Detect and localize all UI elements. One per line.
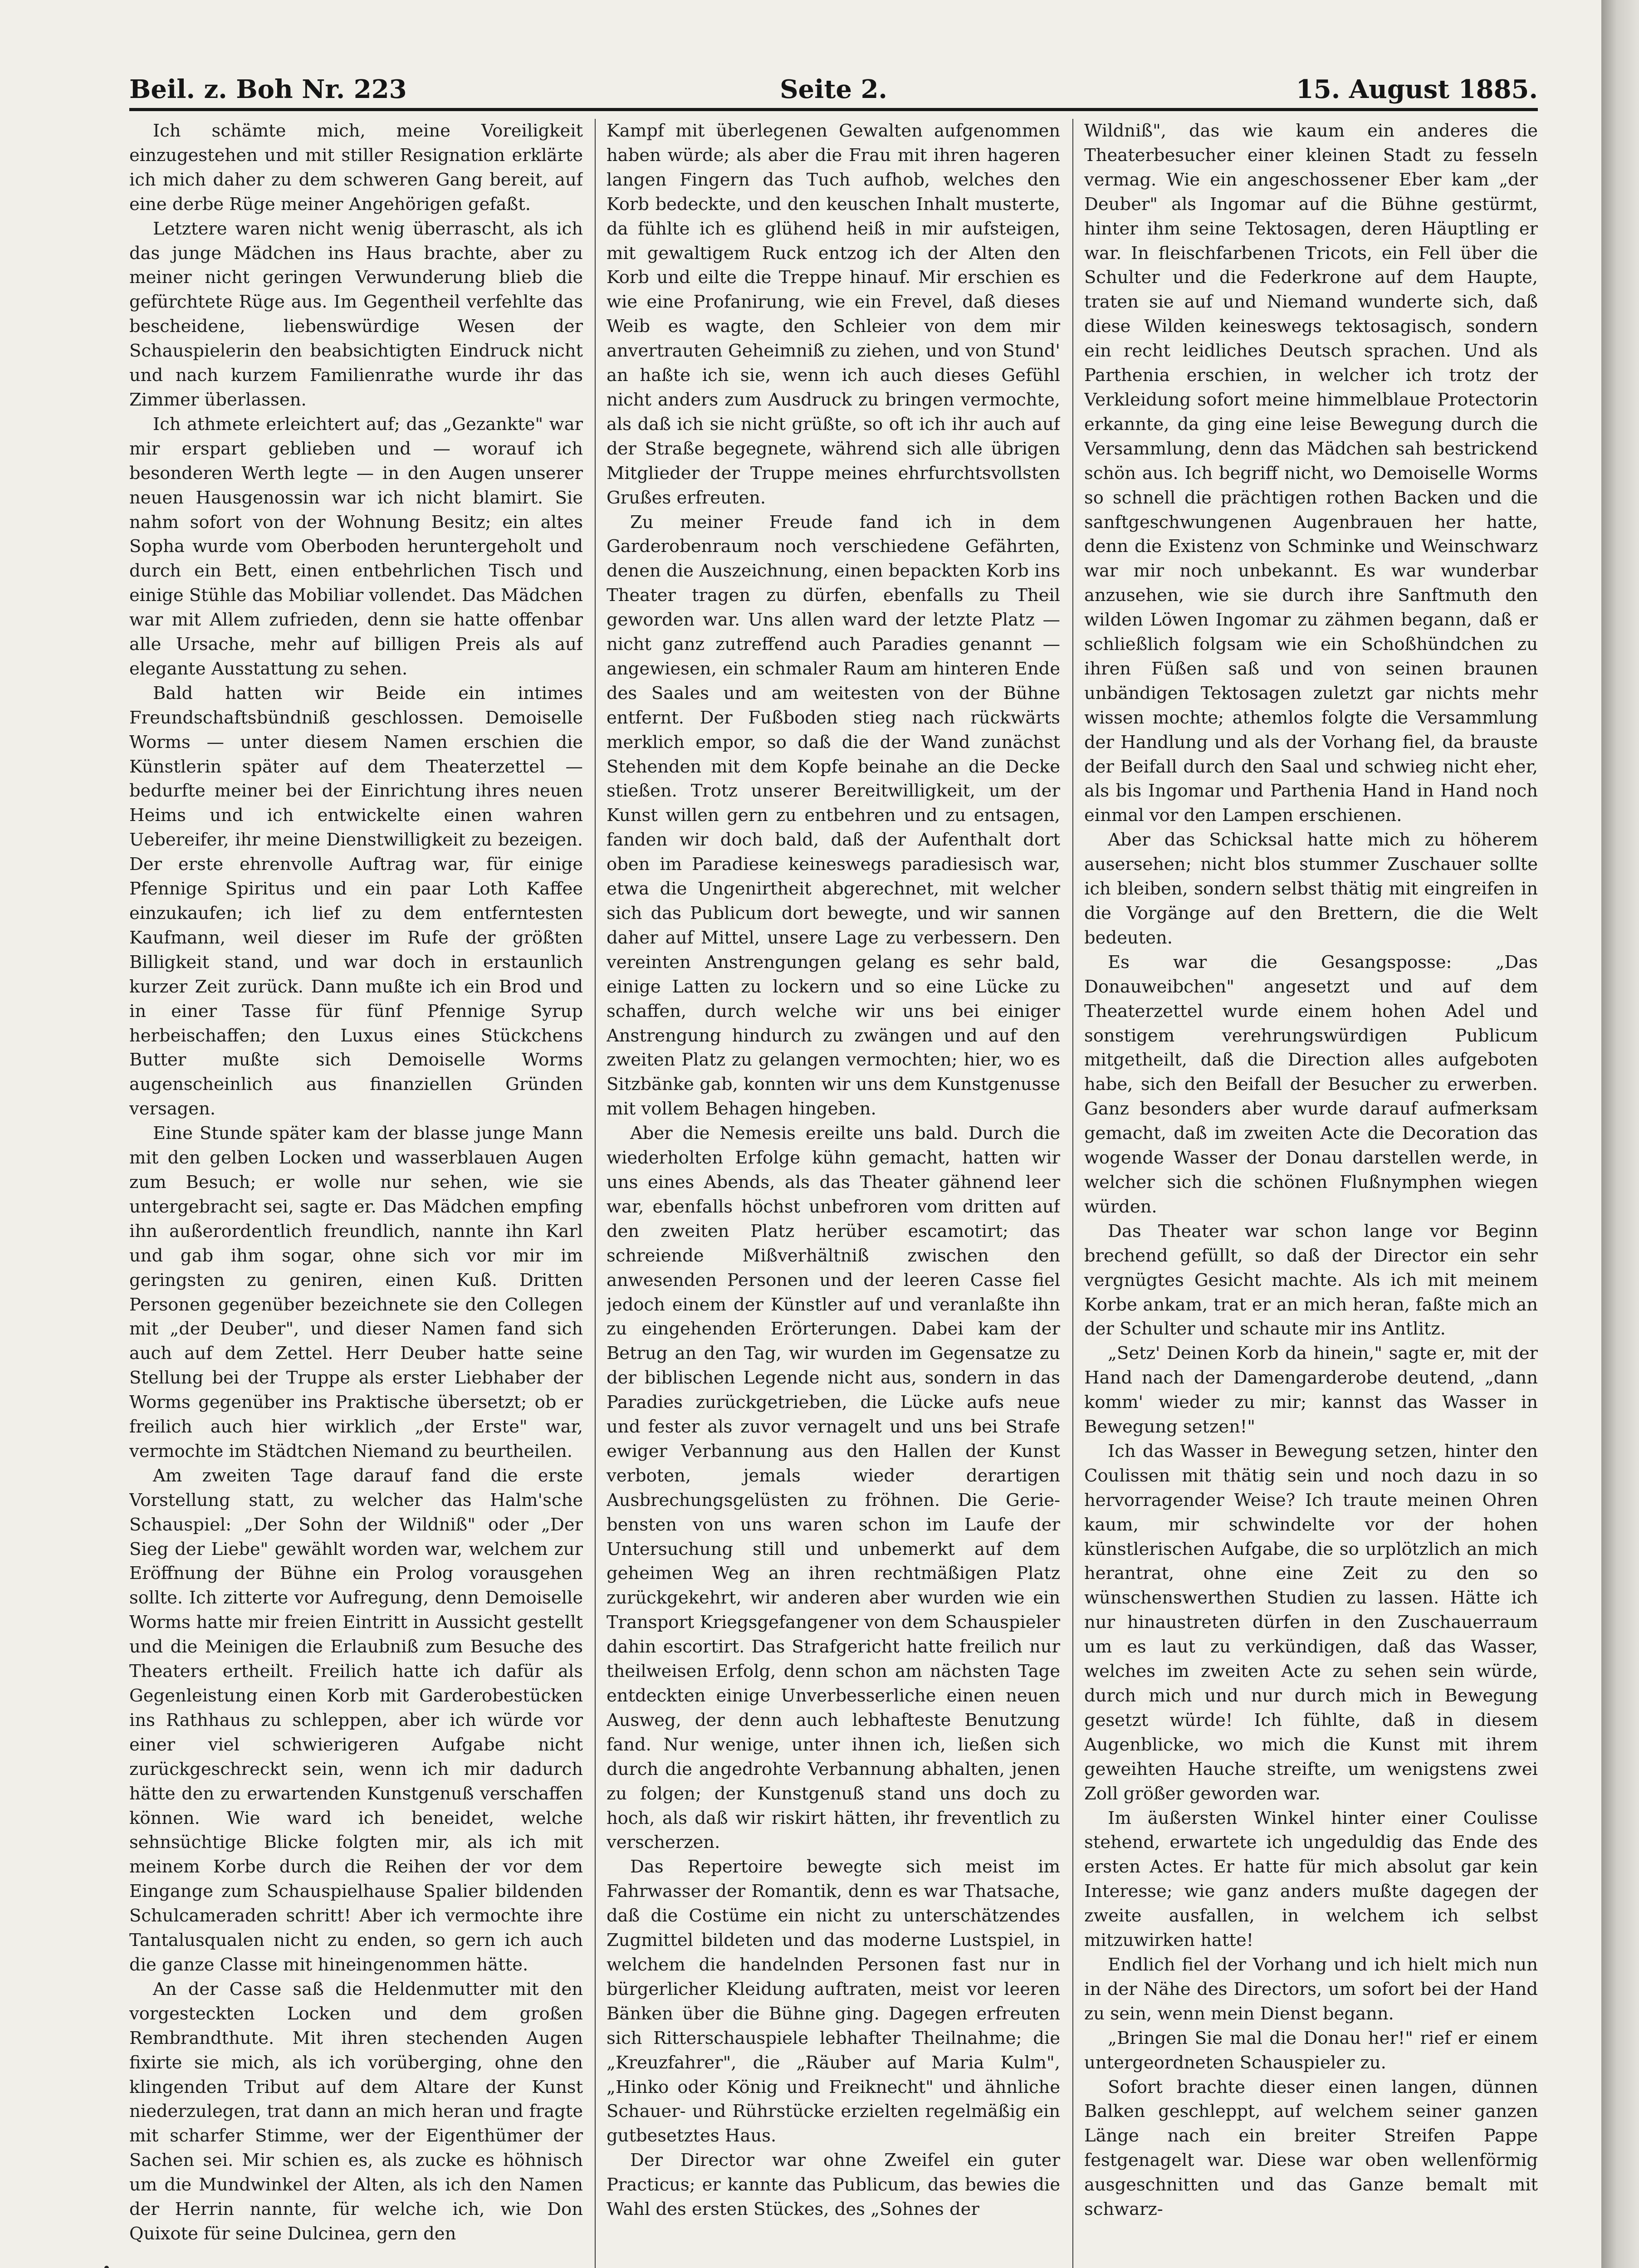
header-rule — [129, 108, 1538, 111]
paragraph: An der Casse saß die Heldenmutter mit den vorgesteckten Locken und dem großen Rembrandthute. Mit ihren stechenden Augen fixirte sie mich, als ich vorüberging, ohne den klingenden Tribut auf dem Altare der Kunst niederzulegen, trat dann an mich heran und fragte mit scharfer Stimme, wer der Eigenthümer der Sachen sei. Mir schien es, als zucke es höhnisch um die Mundwinkel der Alten, als ich den Namen der Herrin nannte, für welche ich, wie Don Quixote für seine Dulcinea, gern den — [129, 1979, 583, 2244]
paragraph: Das Repertoire bewegte sich meist im Fahrwasser der Romantik, denn es war Thatsache, daß die Costüme ein nicht zu unterschätzendes Zugmittel bildeten und das moderne Lustspiel, in welchem die handelnden Personen fast nur in bürgerlicher Kleidung auftraten, meist vor leeren Bänken über die Bühne ging. Dagegen erfreuten sich Ritterschauspiele lebhafter Theilnahme; die „Kreuzfahrer", die „Räuber auf Maria Kulm", „Hinko oder König und Freiknecht" und ähnliche Schauer- und Rührstücke erzielten regelmäßig ein gutbesetztes Haus. — [607, 1857, 1060, 2146]
paragraph: Aber die Nemesis ereilte uns bald. Durch die wiederholten Erfolge kühn gemacht, hatten wir uns eines Abends, als das Theater gähnend leer war, ebenfalls höchst unbefroren vom dritten auf den zweiten Platz herüber escamotirt; das schreiende Mißverhältniß zwischen den anwesenden Personen und der leeren Casse fiel jedoch einem der Künstler auf und veranlaßte ihn zu eingehenden Erörterungen. Dabei kam der Betrug an den Tag, wir wurden im Gegensatze zu der biblischen Legende nicht aus, sondern in das Paradies zurückgetrieben, die Lücke aufs neue und fester als zuvor vernagelt und uns bei Strafe ewiger Verbannung aus den Hallen der Kunst verboten, jemals wieder derartigen Ausbrechungsgelüsten zu fröhnen. Die Geriebensten von uns waren schon im Laufe der Untersuchung still und unbemerkt auf dem geheimen Weg an ihren rechtmäßigen Platz zurückgekehrt, wir anderen aber wurden wie ein Transport Kriegsgefangener von dem Schauspieler dahin escortirt. Das Strafgericht hatte freilich nur theilweisen Erfolg, denn schon am nächsten Tage entdeckten einige Unverbesserliche einen neuen Ausweg, der denn auch lebhafteste Benutzung fand. Nur wenige, unter ihnen ich, ließen sich durch die angedrohte Verbannung abhalten, jenen zu folgen; der Kunstgenuß stand uns doch zu hoch, als daß wir riskirt hätten, ihr freventlich zu verscherzen. — [607, 1123, 1060, 1853]
print-speck — [104, 2266, 109, 2268]
paragraph: Wildniß", das wie kaum ein anderes die Theaterbesucher einer kleinen Stadt zu fesseln vermag. Wie ein angeschossener Eber kam „der Deuber" als Ingomar auf die Bühne gestürmt, hinter ihm seine Tektosagen, deren Häuptling er war. In fleischfarbenen Tricots, ein Fell über die Schulter und die Federkrone auf dem Haupte, traten sie auf und Niemand wunderte sich, daß diese Wilden keineswegs tektosagisch, sondern ein recht leidliches Deutsch sprachen. Und als Parthenia erschien, in welcher ich trotz der Verkleidung sofort meine himmelblaue Protectorin erkannte, da ging eine leise Bewegung durch die Versammlung, denn das Mädchen sah bestrickend schön aus. Ich begriff nicht, wo Demoiselle Worms so schnell die prächtigen rothen Backen und die sanftgeschwungenen Augenbrauen her hatte, denn die Existenz von Schminke und Weinschwarz war mir noch unbekannt. Es war wunderbar anzusehen, wie sie durch ihre Sanftmuth den wilden Löwen Ingomar zu zähmen begann, daß er schließlich folgsam wie ein Schoßhündchen zu ihren Füßen saß und von seinen braunen unbändigen Tektosagen zuletzt gar nichts mehr wissen mochte; athemlos folgte die Versammlung der Handlung und als der Vorhang fiel, da brauste der Beifall durch den Saal und schwieg nicht eher, als bis Ingomar und Parthenia Hand in Hand noch einmal vor den Lampen erschienen. — [1084, 121, 1538, 826]
paragraph: Letztere waren nicht wenig überrascht, als ich das junge Mädchen ins Haus brachte, aber zu meiner nicht geringen Verwunderung blieb die gefürchtete Rüge aus. Im Gegentheil verfehlte das bescheidene, liebenswürdige Wesen der Schauspielerin den beabsichtigten Eindruck nicht und nach kurzem Familienrathe wurde ihr das Zimmer überlassen. — [129, 218, 583, 410]
column-3 — [1084, 119, 1538, 2268]
paragraph: „Setz' Deinen Korb da hinein," sagte er, mit der Hand nach der Damengarderobe deutend, „dann komm' wieder zu mir; kannst das Wasser in Bewegung setzen!" — [1084, 1343, 1538, 1437]
column-2 — [607, 119, 1060, 2268]
supplement-number: Beil. z. Boh Nr. 223 — [129, 74, 407, 104]
paragraph: Am zweiten Tage darauf fand die erste Vorstellung statt, zu welcher das Halm'sche Schauspiel: „Der Sohn der Wildniß" oder „Der Sieg der Liebe" gewählt worden war, welchem zur Eröffnung der Bühne ein Prolog vorausgehen sollte. Ich zitterte vor Aufregung, denn Demoiselle Worms hatte mir freien Eintritt in Aussicht gestellt und die Meinigen die Erlaubniß zum Besuche des Theaters ertheilt. Freilich hatte ich dafür als Gegenleistung einen Korb mit Garderobestücken ins Rathhaus zu schleppen, aber ich würde vor einer viel schwierigeren Aufgabe nicht zurückgeschreckt sein, wenn ich mir dadurch hätte den zu erwartenden Kunstgenuß verschaffen können. Wie ward ich beneidet, welche sehnsüchtige Blicke folgten mir, als ich mit meinem Korbe durch die Reihen der vor dem Eingange zum Schauspielhause Spalier bildenden Schulcameraden schritt! Aber ich vermochte ihre Tantalusqualen nicht zu enden, so gern ich auch die ganze Classe mit hineingenommen hätte. — [129, 1465, 583, 1975]
column-divider — [595, 119, 596, 2268]
column-1 — [129, 119, 583, 2268]
paragraph: Kampf mit überlegenen Gewalten aufgenommen haben würde; als aber die Frau mit ihren hageren langen Fingern das Tuch aufhob, welches den Korb bedeckte, und den keuschen Inhalt musterte, da fühlte ich es glühend heiß in mir aufsteigen, mit gewaltigem Ruck entzog ich der Alten den Korb und eilte die Treppe hinauf. Mir erschien es wie eine Profanirung, wie ein Frevel, daß dieses Weib es wagte, den Schleier von dem mir anvertrauten Geheimniß zu ziehen, und von Stund' an haßte ich sie, wenn ich auch dieses Gefühl nicht anders zum Ausdruck zu bringen vermochte, als daß ich sie nicht grüßte, so oft ich ihr auch auf der Straße begegnete, während sich alle übrigen Mitglieder der Truppe meines ehrfurchtsvollsten Grußes erfreuten. — [607, 121, 1060, 508]
article-columns — [129, 119, 1538, 2268]
paragraph: Das Theater war schon lange vor Beginn brechend gefüllt, so daß der Director ein sehr vergnügtes Gesicht machte. Als ich mit meinem Korbe ankam, trat er an mich heran, faßte mich an der Schulter und schaute mir ins Antlitz. — [1084, 1221, 1538, 1339]
paragraph: Sofort brachte dieser einen langen, dünnen Balken geschleppt, auf welchem seiner ganzen Länge nach ein breiter Streifen Pappe festgenagelt war. Diese war oben wellenförmig ausgeschnitten und das Ganze bemalt mit schwarz- — [1084, 2077, 1538, 2220]
paragraph: Aber das Schicksal hatte mich zu höherem ausersehen; nicht blos stummer Zuschauer sollte ich bleiben, sondern selbst thätig mit eingreifen in die Vorgänge auf den Brettern, die die Welt bedeuten. — [1084, 830, 1538, 948]
paragraph: Im äußersten Winkel hinter einer Coulisse stehend, erwartete ich ungeduldig das Ende des ersten Actes. Er hatte für mich absolut gar kein Interesse; wie ganz anders mußte dagegen der zweite ausfallen, in welchem ich selbst mitzuwirken hatte! — [1084, 1808, 1538, 1951]
column-divider — [1072, 119, 1073, 2268]
binding-shadow — [1601, 0, 1639, 2268]
running-head — [129, 68, 1538, 104]
paragraph: Es war die Gesangsposse: „Das Donauweibchen" angesetzt und auf dem Theaterzettel wurde einem hohen Adel und sonstigem verehrungswürdigen Publicum mitgetheilt, daß die Direction alles aufgeboten habe, sich den Beifall der Besucher zu erwerben. Ganz besonders aber wurde darauf aufmerksam gemacht, daß im zweiten Acte die Decoration das wogende Wasser der Donau darstellen werde, in welcher sich die schönen Flußnymphen wiegen würden. — [1084, 952, 1538, 1217]
paragraph: Zu meiner Freude fand ich in dem Garderobenraum noch verschiedene Gefährten, denen die Auszeichnung, einen bepackten Korb ins Theater tragen zu dürfen, ebenfalls zu Theil geworden war. Uns allen ward der letzte Platz — nicht ganz zutreffend auch Paradies genannt — angewiesen, ein schmaler Raum am hinteren Ende des Saales und am weitesten von der Bühne entfernt. Der Fußboden stieg nach rückwärts merklich empor, so daß die der Wand zunächst Stehenden mit dem Kopfe beinahe an die Decke stießen. Trotz unserer Bereitwilligkeit, um der Kunst willen gern zu entbehren und zu entsagen, fanden wir doch bald, daß der Aufenthalt dort oben im Paradiese keineswegs paradiesisch war, etwa die Ungenirtheit abgerechnet, mit welcher sich das Publicum dort bewegte, und wir sannen daher auf Mittel, unsere Lage zu verbessern. Den vereinten Anstrengungen gelang es sehr bald, einige Latten zu lockern und so eine Lücke zu schaffen, durch welche wir uns bei einiger Anstrengung hindurch zu zwängen und auf den zweiten Platz zu gelangen vermochten; hier, wo es Sitzbänke gab, konnten wir uns dem Kunstgenusse mit vollem Behagen hingeben. — [607, 512, 1060, 1119]
issue-date: 15. August 1885. — [1296, 74, 1538, 104]
page-number: Seite 2. — [780, 74, 887, 104]
paragraph: Ich schämte mich, meine Voreiligkeit einzugestehen und mit stiller Resignation erklärte ich mich daher zu dem schweren Gang bereit, auf eine derbe Rüge meiner Angehörigen gefaßt. — [129, 121, 583, 215]
paragraph: „Bringen Sie mal die Donau her!" rief er einem untergeordneten Schauspieler zu. — [1084, 2028, 1538, 2073]
paragraph: Bald hatten wir Beide ein intimes Freundschaftsbündniß geschlossen. Demoiselle Worms — unter diesem Namen erschien die Künstlerin später auf dem Theaterzettel — bedurfte meiner bei der Einrichtung ihres neuen Heims und ich entwickelte einen wahren Uebereifer, ihr meine Dienstwilligkeit zu bezeigen. Der erste ehrenvolle Auftrag war, für einige Pfennige Spiritus und ein paar Loth Kaffee einzukaufen; ich lief zu dem entferntesten Kaufmann, weil dieser im Rufe der größten Billigkeit stand, und war doch in erstaunlich kurzer Zeit zurück. Dann mußte ich ein Brod und in einer Tasse für fünf Pfennige Syrup herbeischaffen; den Luxus eines Stückchens Butter mußte sich Demoiselle Worms augenscheinlich aus finanziellen Gründen versagen. — [129, 683, 583, 1119]
paragraph: Ich athmete erleichtert auf; das „Gezankte" war mir erspart geblieben und — worauf ich besonderen Werth legte — in den Augen unserer neuen Hausgenossin war ich nicht blamirt. Sie nahm sofort von der Wohnung Besitz; ein altes Sopha wurde vom Oberboden heruntergeholt und durch ein Bett, einen entbehrlichen Tisch und einige Stühle das Mobiliar vollendet. Das Mädchen war mit Allem zufrieden, denn sie hatte offenbar alle Ursache, mehr auf billigen Preis als auf elegante Ausstattung zu sehen. — [129, 414, 583, 679]
paragraph: Endlich fiel der Vorhang und ich hielt mich nun in der Nähe des Directors, um sofort bei der Hand zu sein, wenn mein Dienst begann. — [1084, 1954, 1538, 2024]
paragraph: Ich das Wasser in Bewegung setzen, hinter den Coulissen mit thätig sein und noch dazu in so hervorragender Weise? Ich traute meinen Ohren kaum, mir schwindelte vor der hohen künstlerischen Aufgabe, die so urplötzlich an mich herantrat, ohne eine Zeit zu den so wünschenswerthen Studien zu lassen. Hätte ich nur hinaustreten dürfen in den Zuschauerraum um es laut zu verkündigen, daß das Wasser, welches im zweiten Acte zu sehen sein würde, durch mich und nur durch mich in Bewegung gesetzt würde! Ich fühlte, daß in diesem Augenblicke, wo mich die Kunst mit ihrem geweihten Hauche streifte, um wenigstens zwei Zoll größer geworden war. — [1084, 1441, 1538, 1804]
paragraph: Der Director war ohne Zweifel ein guter Practicus; er kannte das Publicum, das bewies die Wahl des ersten Stückes, des „Sohnes der — [607, 2150, 1060, 2220]
paragraph: Eine Stunde später kam der blasse junge Mann mit den gelben Locken und wasserblauen Augen zum Besuch; er wolle nur sehen, wie sie untergebracht sei, sagte er. Das Mädchen empfing ihn außerordentlich freundlich, nannte ihn Karl und gab ihm sogar, ohne sich vor mir im geringsten zu geniren, einen Kuß. Dritten Personen gegenüber bezeichnete sie den Collegen mit „der Deuber", und dieser Namen fand sich auch auf dem Zettel. Herr Deuber hatte seine Stellung bei der Truppe als erster Liebhaber der Worms gegenüber ins Praktische übersetzt; ob er freilich auch hier wirklich „der Erste" war, vermochte im Städtchen Niemand zu beurtheilen. — [129, 1123, 583, 1461]
